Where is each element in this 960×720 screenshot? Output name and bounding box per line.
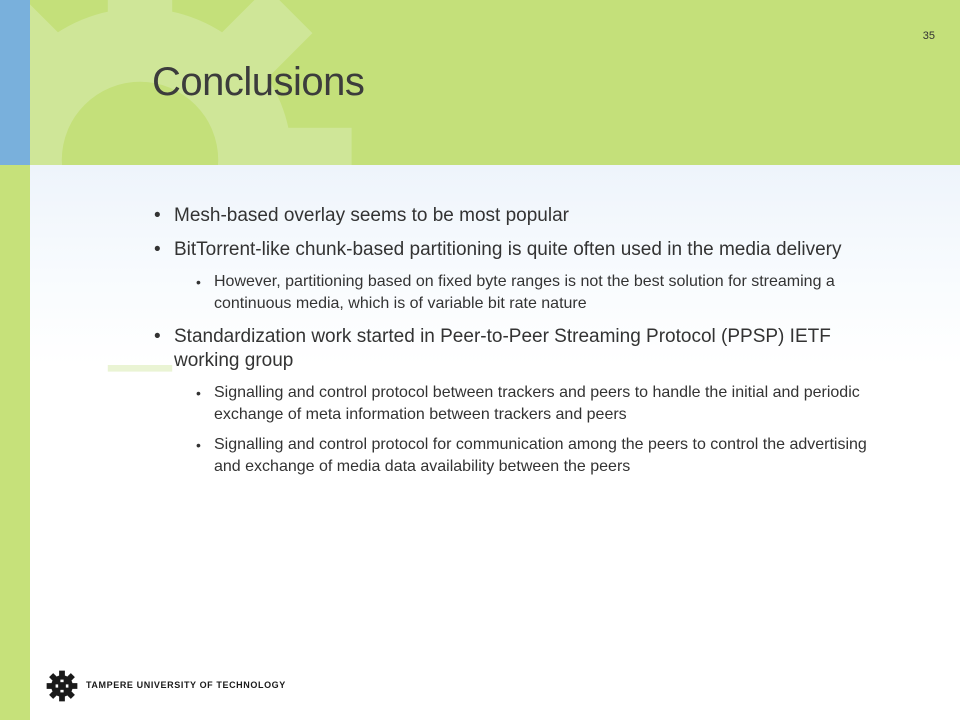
bullet-text: BitTorrent-like chunk-based partitioning is quite often used in the media delivery bbox=[174, 239, 842, 260]
sub-bullet-text: However, partitioning based on fixed byte ranges is not the best solution for streaming a continuous media, which is of variable bit rate nature bbox=[214, 273, 835, 312]
tut-logo-icon bbox=[46, 670, 78, 702]
bullet-text: Standardization work started in Peer-to-Peer Streaming Protocol (PPSP) IETF working group bbox=[174, 326, 831, 371]
sub-bullet-item bbox=[194, 382, 884, 426]
bullet-item bbox=[154, 204, 884, 228]
slide-title: Conclusions bbox=[152, 60, 365, 104]
sub-bullet-item bbox=[194, 271, 884, 315]
bullet-text: Mesh-based overlay seems to be most popular bbox=[174, 205, 569, 226]
bullet-list bbox=[154, 204, 884, 488]
sub-bullet-list bbox=[154, 271, 884, 315]
sub-bullet-text: Signalling and control protocol for communication among the peers to control the advertising and exchange of media data availability between the peers bbox=[214, 436, 867, 475]
bullet-item bbox=[154, 238, 884, 315]
left-accent-green bbox=[0, 165, 30, 720]
slide-number: 35 bbox=[922, 30, 935, 42]
sub-bullet-list bbox=[154, 382, 884, 478]
sub-bullet-item bbox=[194, 434, 884, 478]
sub-bullet-text: Signalling and control protocol between trackers and peers to handle the initial and periodic exchange of meta information between trackers and peers bbox=[214, 384, 860, 423]
left-accent-blue bbox=[0, 0, 30, 165]
footer-organization: TAMPERE UNIVERSITY OF TECHNOLOGY bbox=[86, 680, 286, 690]
bullet-item bbox=[154, 325, 884, 478]
